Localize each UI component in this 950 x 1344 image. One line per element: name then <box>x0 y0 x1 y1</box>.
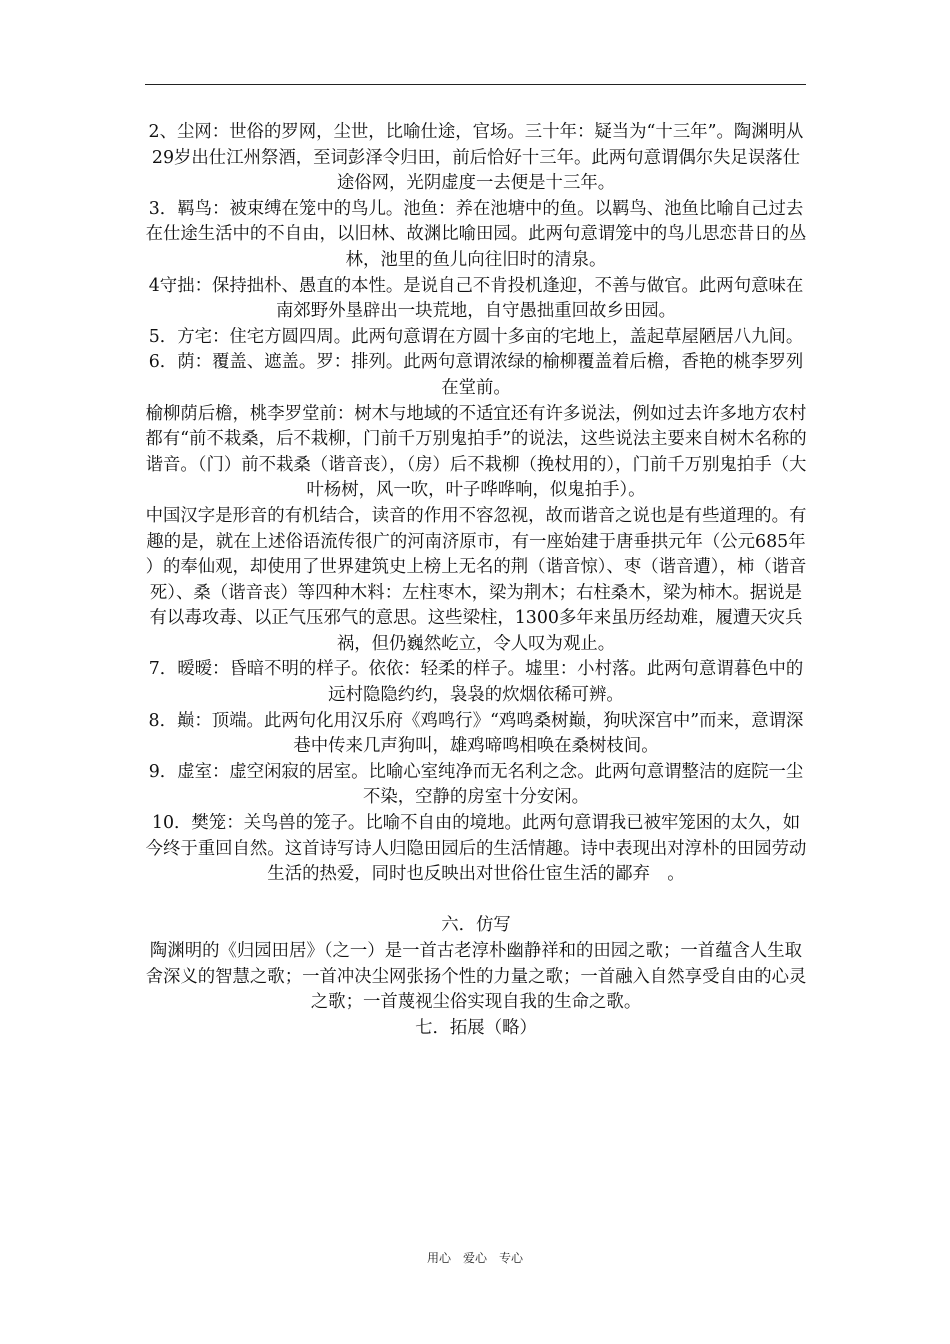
header-rule <box>145 84 806 85</box>
note-6-extended: 榆柳荫后檐，桃李罗堂前：树木与地域的不适宜还有许多说法，例如过去许多地方农村都有“前不栽桑，后不栽柳，门前千万别鬼拍手”的说法，这些说法主要来自树木名称的谐音。（门）前不栽桑（谐音丧），（房）后不栽柳（挽杖用的），门前千万别鬼拍手（大叶杨树，风一吹，叶子哗哗响，似鬼拍手）。 <box>145 403 807 501</box>
page-footer: 用心 爱心 专心 <box>426 1251 523 1265</box>
note-5: 5．方宅：住宅方圆四周。此两句意谓在方圆十多亩的宅地上，盖起草屋陋居八九间。 <box>148 326 804 347</box>
section-gap <box>145 888 807 914</box>
section-6-text: 陶渊明的《归园田居》（之一）是一首古老淳朴幽静祥和的田园之歌；一首蕴含人生取舍深义的智慧之歌；一首冲决尘网张扬个性的力量之歌；一首融入自然享受自由的心灵之歌；一首蔑视尘俗实现自我的生命之歌。 <box>145 941 807 1013</box>
note-10: 10．樊笼：关鸟兽的笼子。比喻不自由的境地。此两句意谓我已被牢笼困的太久，如今终于重回自然。这首诗写诗人归隐田园后的生活情趣。诗中表现出对淳朴的田园劳动生活的热爱，同时也反映出对世俗仕宦生活的鄙弃 。 <box>145 813 807 885</box>
note-9: 9．虚室：虚空闲寂的居室。比喻心室纯净而无名利之念。此两句意谓整洁的庭院一尘不染，空静的房室十分安闲。 <box>148 761 804 808</box>
section-6-heading: 六．仿写 <box>441 915 511 936</box>
note-7: 7．暧暧：昏暗不明的样子。依依：轻柔的样子。墟里：小村落。此两句意谓暮色中的远村隐隐约约，袅袅的炊烟依稀可辨。 <box>148 659 804 706</box>
section-7-heading: 七．拓展（略） <box>415 1017 537 1038</box>
note-4: 4守拙：保持拙朴、愚直的本性。是说自己不肯投机逢迎，不善与做官。此两句意味在南郊野外垦辟出一块荒地，自守愚拙重回故乡田园。 <box>148 275 804 322</box>
note-3: 3．羁鸟：被束缚在笼中的鸟儿。池鱼：养在池塘中的鱼。以羁鸟、池鱼比喻自己过去在仕途生活中的不自由，以旧林、故渊比喻田园。此两句意谓笼中的鸟儿思恋昔日的丛林，池里的鱼儿向往旧时的清泉。 <box>145 198 807 270</box>
note-6-history: 中国汉字是形音的有机结合，读音的作用不容忽视，故而谐音之说也是有些道理的。有趣的是，就在上述俗语流传很广的河南济原市，有一座始建于唐垂拱元年（公元685年）的奉仙观，却使用了世界建筑史上榜上无名的荆（谐音惊）、枣（谐音遭），柿（谐音死）、桑（谐音丧）等四种木料：左柱枣木，梁为荆木；右柱桑木，梁为柿木。据说是有以毒攻毒、以正气压邪气的意思。这些梁柱，1300多年来虽历经劫难，履遭天灾兵祸，但仍巍然屹立，令人叹为观止。 <box>145 505 807 654</box>
note-2: 2、尘网：世俗的罗网，尘世，比喻仕途，官场。三十年：疑当为“十三年”。陶渊明从 29岁出仕江州祭酒，至词彭泽令归田，前后恰好十三年。此两句意谓偶尔失足误落仕途俗网，光阴虚度一去便是十三年。 <box>148 122 821 194</box>
document-body <box>145 120 821 1041</box>
note-8: 8．巅：顶端。此两句化用汉乐府《鸡鸣行》“鸡鸣桑树巅，狗吠深宫中”而来，意谓深巷中传来几声狗叫，雄鸡啼鸣相唤在桑树枝间。 <box>148 710 804 757</box>
note-6: 6．荫：覆盖、遮盖。罗：排列。此两句意谓浓绿的榆柳覆盖着后檐，香艳的桃李罗列在堂前。 <box>148 352 804 398</box>
